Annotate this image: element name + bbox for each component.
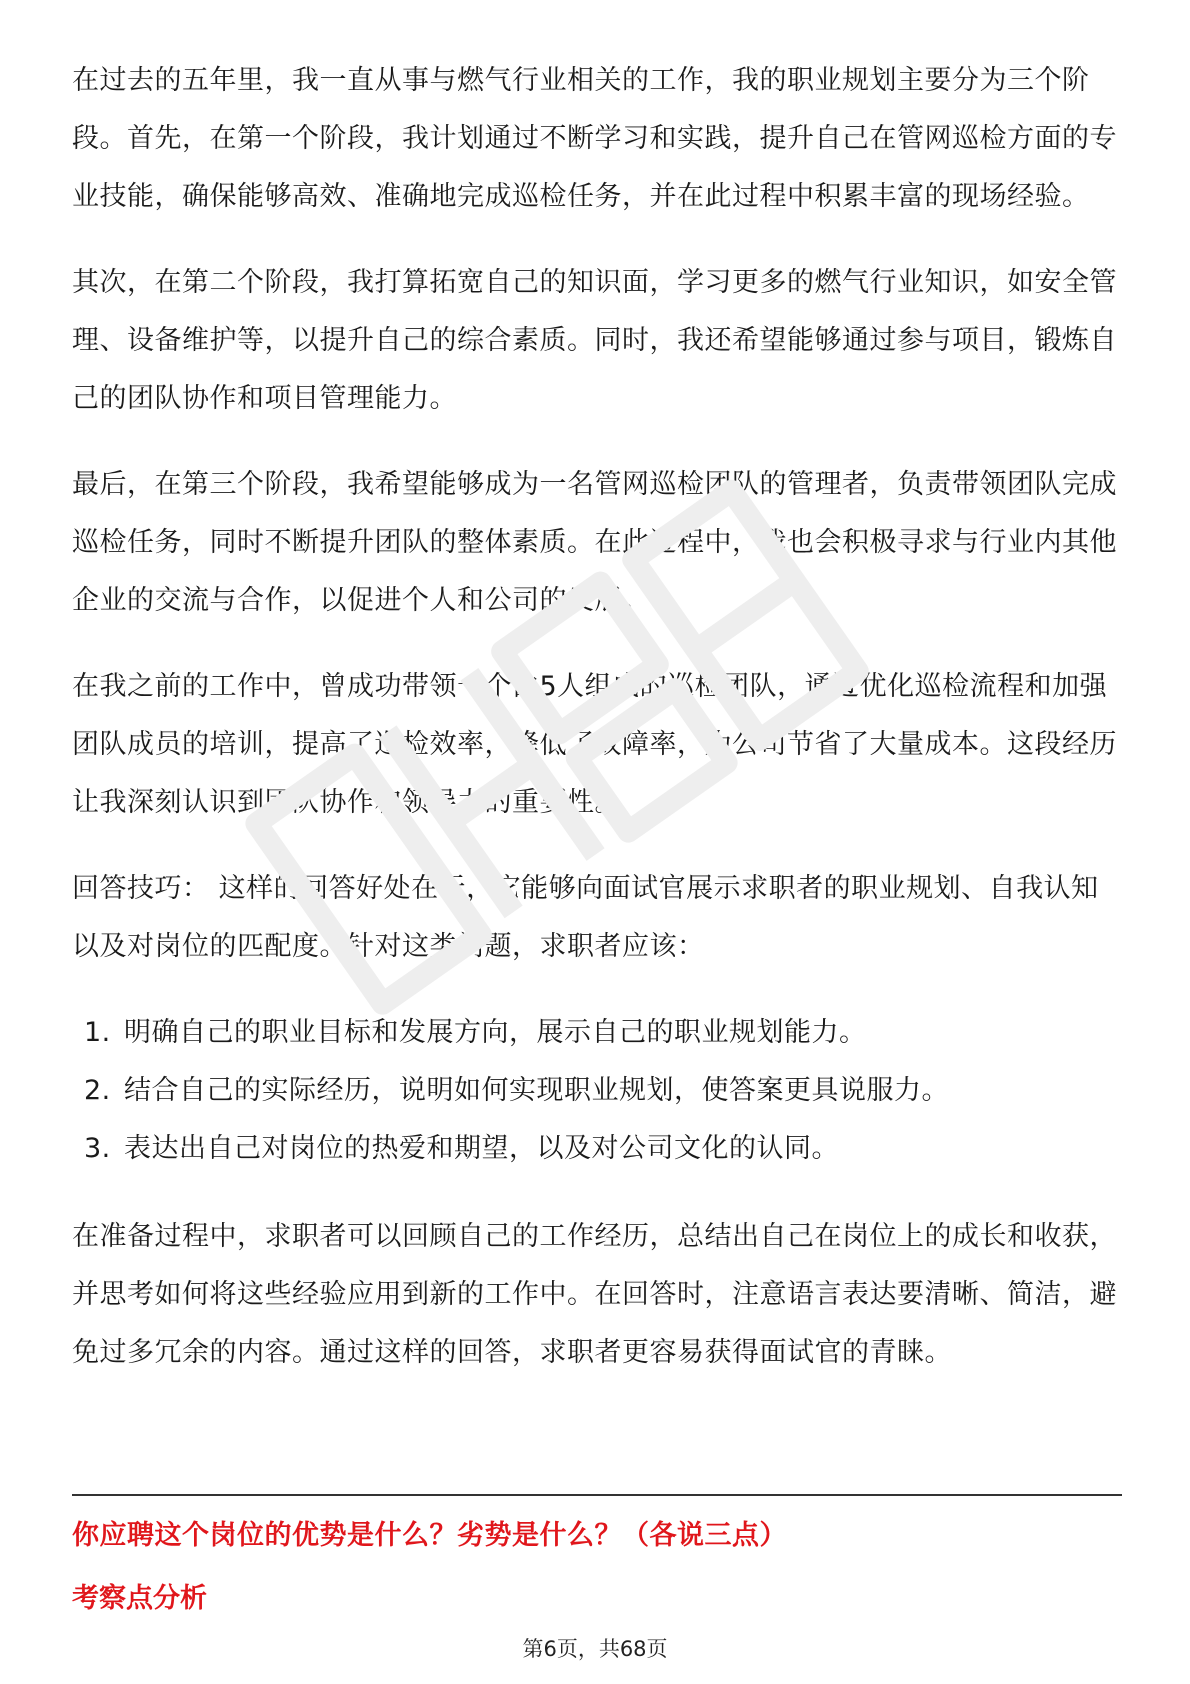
paragraph-third-stage: 最后，在第三个阶段，我希望能够成为一名管网巡检团队的管理者，负责带领团队完成巡检任务，同时不断提升团队的整体素质。在此过程中，我也会积极寻求与行业内其他企业的交流与合作，以促进个人和公司的发展。 [72,469,1117,616]
analysis-heading: 考察点分析 [72,1583,207,1614]
paragraph-answer-tips: 回答技巧： 这样的回答好处在于，它能够向面试官展示求职者的职业规划、自我认知以及对岗位的匹配度。针对这类问题，求职者应该： [72,873,1099,962]
list-number: 3. [84,1133,111,1164]
list-text: 明确自己的职业目标和发展方向，展示自己的职业规划能力。 [124,1017,867,1048]
paragraph-second-stage: 其次，在第二个阶段，我打算拓宽自己的知识面，学习更多的燃气行业知识，如安全管理、设备维护等，以提升自己的综合素质。同时，我还希望能够通过参与项目，锻炼自己的团队协作和项目管理能力。 [72,267,1117,414]
document-body [72,52,1122,1410]
tips-list [72,1004,1122,1178]
list-text: 表达出自己对岗位的热爱和期望，以及对公司文化的认同。 [124,1133,839,1164]
list-number: 2. [84,1075,111,1106]
paragraph-career-plan-intro: 在过去的五年里，我一直从事与燃气行业相关的工作，我的职业规划主要分为三个阶段。首先，在第一个阶段，我计划通过不断学习和实践，提升自己在管网巡检方面的专业技能，确保能够高效、准确地完成巡检任务，并在此过程中积累丰富的现场经验。 [72,65,1117,212]
list-number: 1. [84,1017,111,1048]
list-item [72,1004,1122,1062]
list-text: 结合自己的实际经历，说明如何实现职业规划，使答案更具说服力。 [124,1075,949,1106]
paragraph-experience: 在我之前的工作中，曾成功带领一个由5人组成的巡检团队，通过优化巡检流程和加强团队成员的培训，提高了巡检效率，降低了故障率，为公司节省了大量成本。这段经历让我深刻认识到团队协作和领导力的重要性。 [72,671,1117,818]
page-number: 第6页，共68页 [522,1637,668,1661]
next-question-heading: 你应聘这个岗位的优势是什么？劣势是什么？（各说三点） [72,1520,787,1551]
section-divider [72,1494,1122,1496]
paragraph-closing: 在准备过程中，求职者可以回顾自己的工作经历，总结出自己在岗位上的成长和收获，并思考如何将这些经验应用到新的工作中。在回答时，注意语言表达要清晰、简洁，避免过多冗余的内容。通过这样的回答，求职者更容易获得面试官的青睐。 [72,1221,1117,1368]
list-item [72,1120,1122,1178]
list-item [72,1062,1122,1120]
